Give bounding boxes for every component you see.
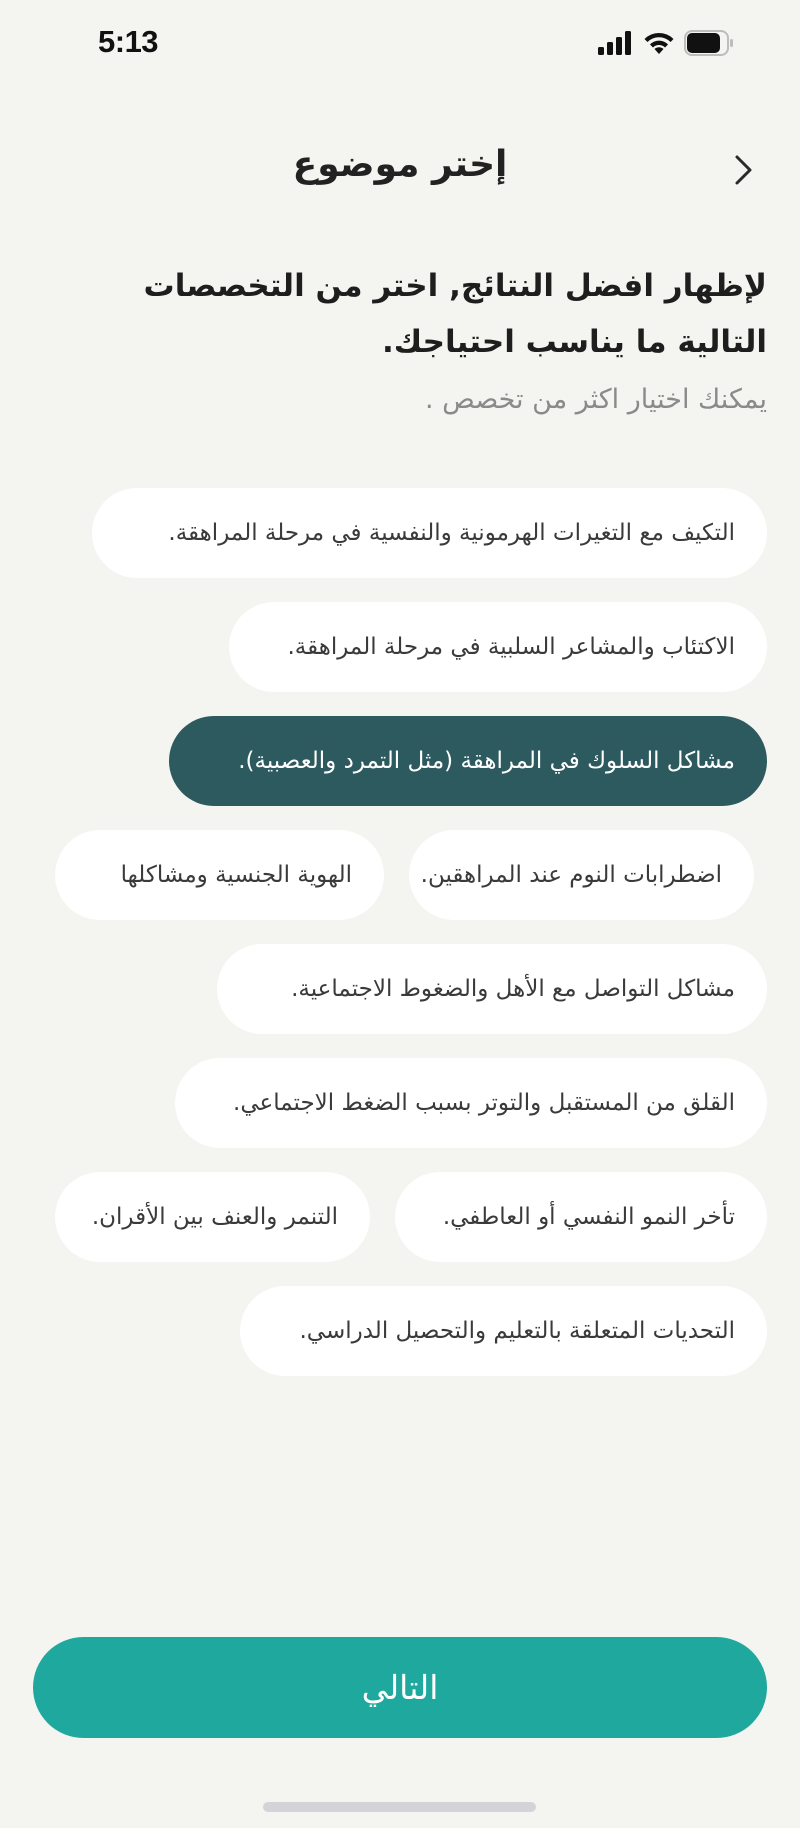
cellular-signal-icon	[598, 31, 634, 55]
topic-chip[interactable]: التحديات المتعلقة بالتعليم والتحصيل الدراسي.	[240, 1286, 767, 1376]
status-time: 5:13	[98, 24, 159, 59]
topic-chip[interactable]: الاكتئاب والمشاعر السلبية في مرحلة المراهقة.	[229, 602, 767, 692]
intro-section	[67, 258, 767, 418]
topic-chip-selected[interactable]: مشاكل السلوك في المراهقة (مثل التمرد والعصبية).	[169, 716, 767, 806]
intro-subtext: يمكنك اختيار اكثر من تخصص .	[424, 384, 767, 415]
next-button[interactable]: التالي	[33, 1637, 767, 1738]
page-title: إختر موضوع	[292, 144, 508, 185]
home-indicator	[263, 1802, 536, 1812]
intro-heading-line: لإظهار افضل النتائج, اختر من التخصصات	[143, 268, 767, 304]
chevron-right-icon	[733, 153, 755, 191]
topic-chip[interactable]: تأخر النمو النفسي أو العاطفي.	[395, 1172, 767, 1262]
status-bar	[0, 0, 800, 90]
topic-chip[interactable]: التكيف مع التغيرات الهرمونية والنفسية في مرحلة المراهقة.	[92, 488, 767, 578]
wifi-icon	[642, 30, 676, 56]
header	[0, 130, 800, 210]
topic-chip[interactable]: القلق من المستقبل والتوتر بسبب الضغط الاجتماعي.	[175, 1058, 767, 1148]
topic-chip[interactable]: الهوية الجنسية ومشاكلها	[55, 830, 384, 920]
back-button[interactable]	[720, 148, 768, 196]
intro-heading-line: التالية ما يناسب احتياجك.	[381, 324, 767, 360]
topic-chip[interactable]: اضطرابات النوم عند المراهقين.	[409, 830, 754, 920]
status-icons	[598, 28, 734, 58]
topic-chip[interactable]: مشاكل التواصل مع الأهل والضغوط الاجتماعية.	[217, 944, 767, 1034]
intro-heading	[67, 258, 767, 370]
battery-icon	[684, 30, 734, 56]
topic-chip[interactable]: التنمر والعنف بين الأقران.	[55, 1172, 370, 1262]
